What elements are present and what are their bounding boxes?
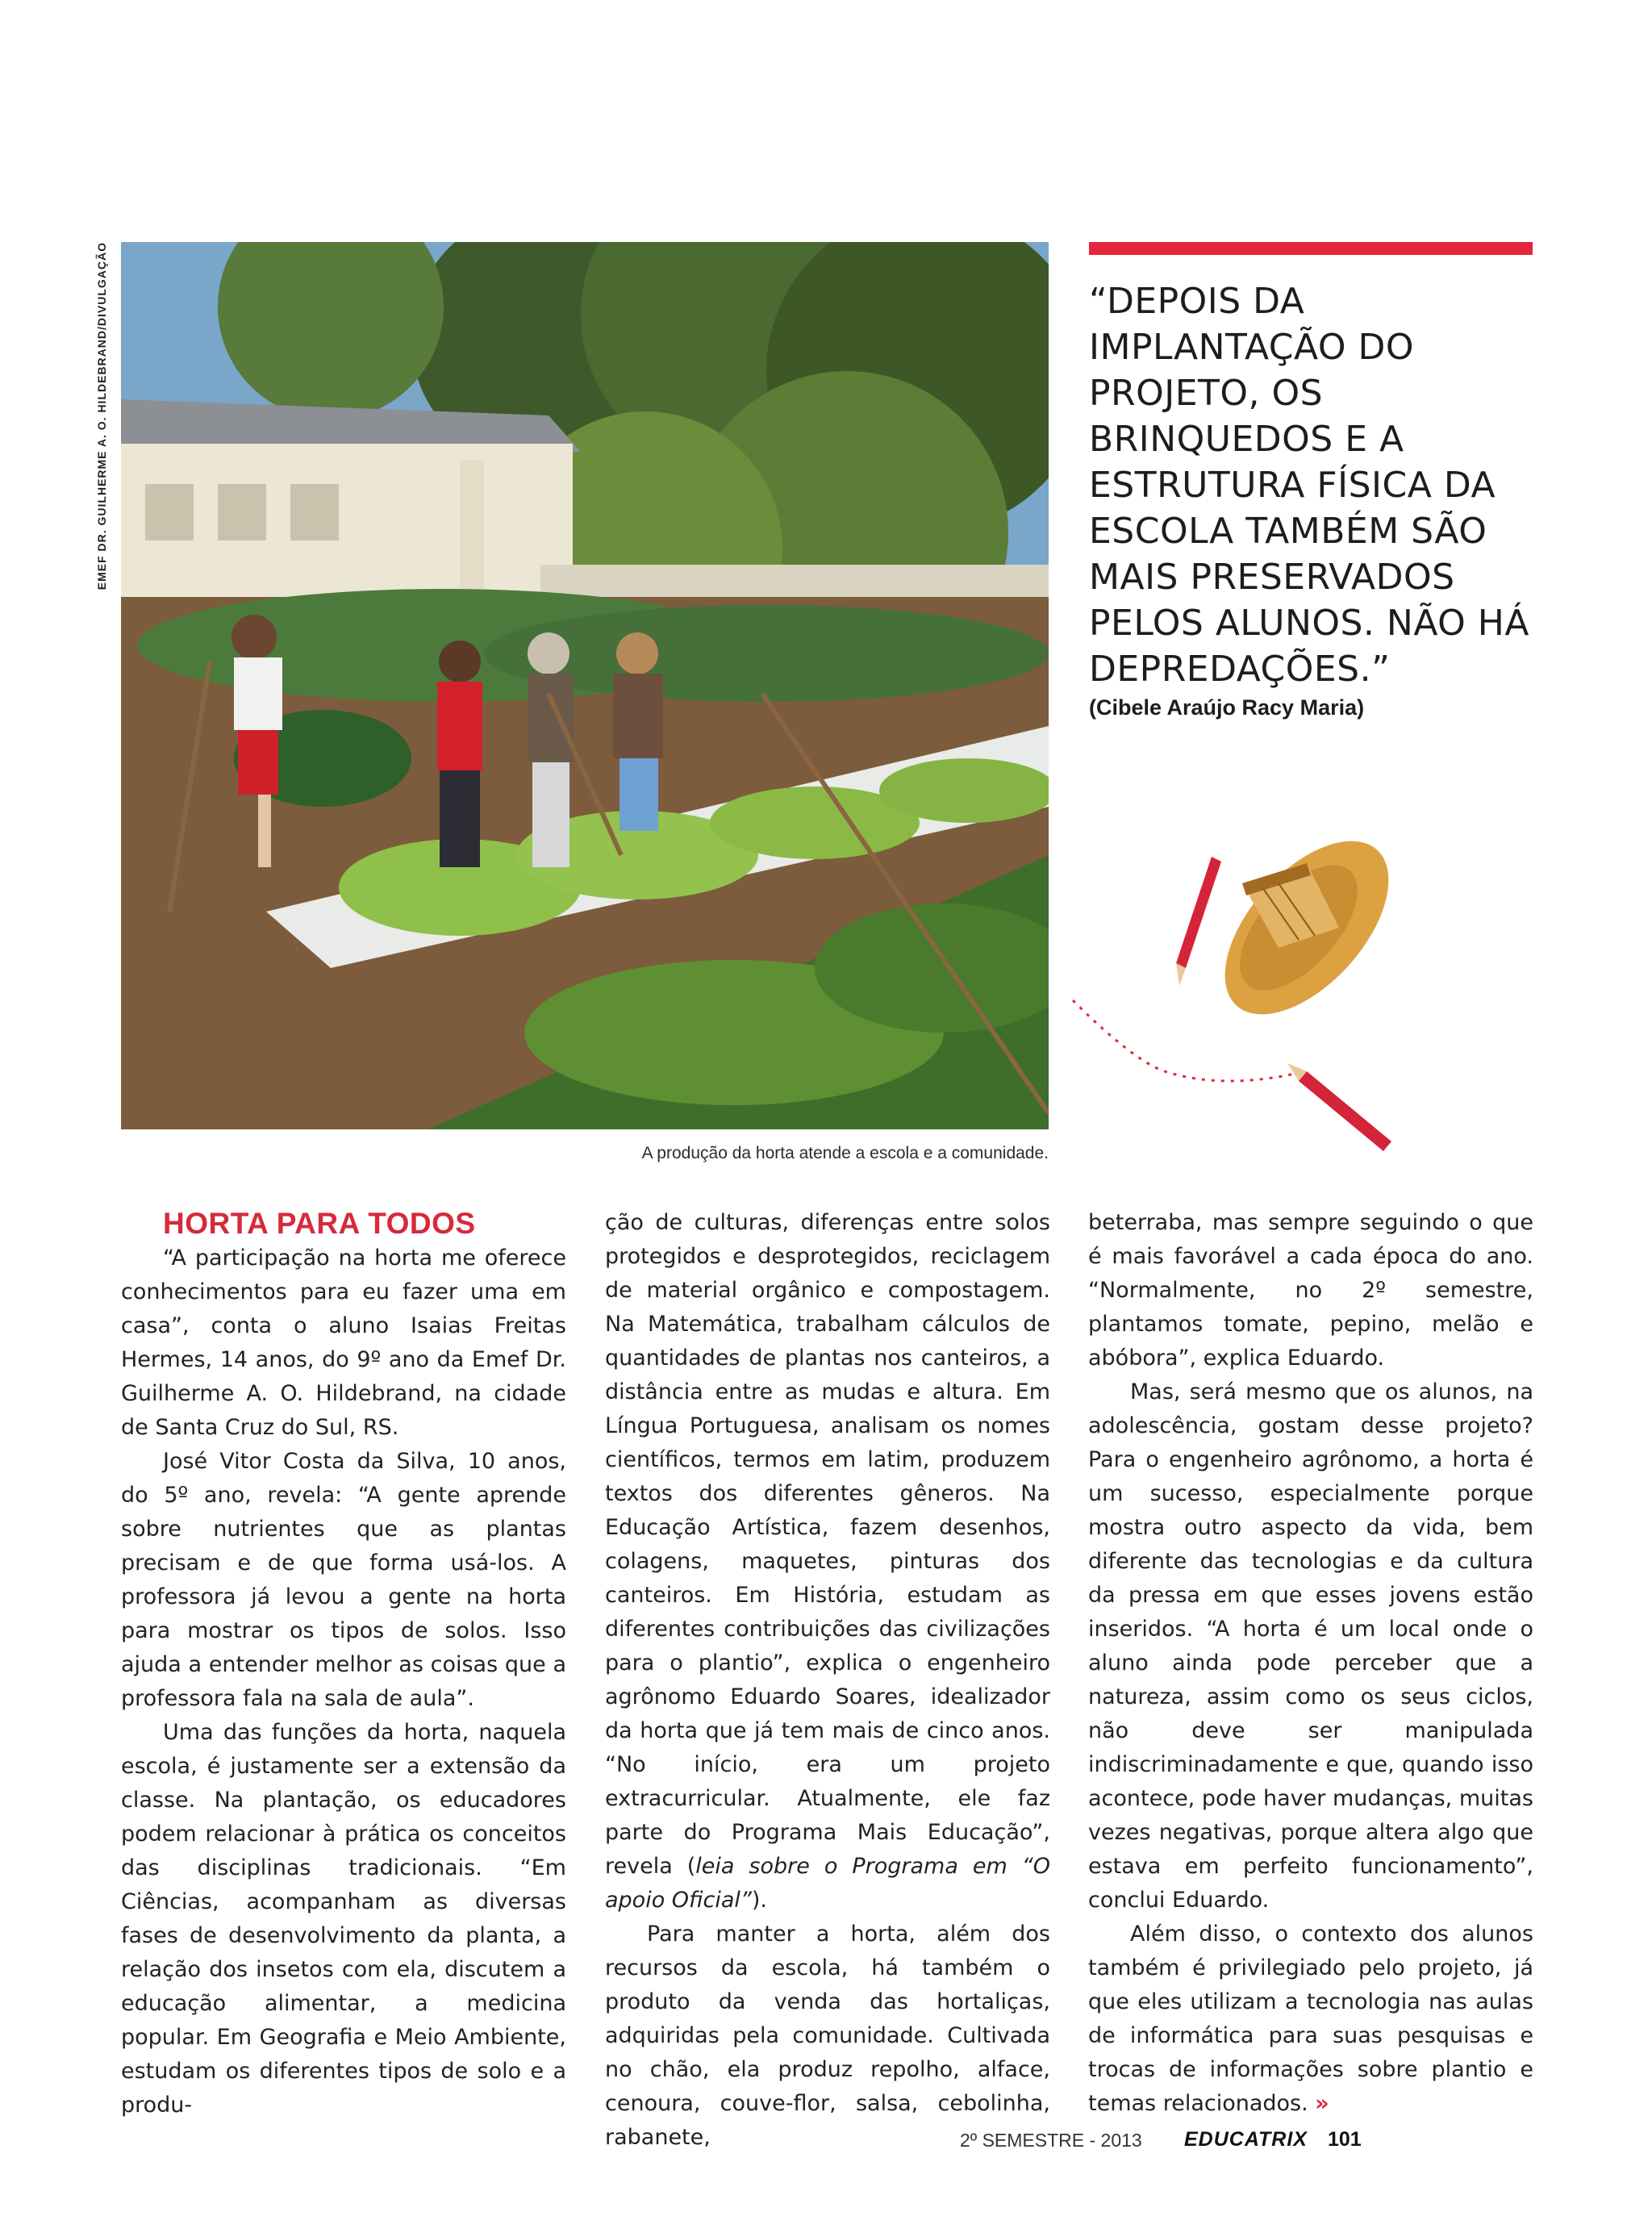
footer-semester: 2º SEMESTRE - 2013 bbox=[960, 2130, 1142, 2151]
page-number: 101 bbox=[1328, 2128, 1362, 2151]
pullquote-accent-bar bbox=[1089, 242, 1533, 255]
pullquote-text: “DEPOIS DA IMPLANTAÇÃO DO PROJETO, OS BRINQUEDOS E A ESTRUTURA FÍSICA DA ESCOLA TAMBÉM SÃO MAIS PRESERVADOS PELOS ALUNOS. NÃO HÁ DEPREDAÇÕES.” bbox=[1089, 281, 1529, 690]
article-text: ção de culturas, diferenças entre solos protegidos e desprotegidos, reciclagem de material orgânico e compostagem. Na Matemática, trabalham cálculos de quantidades de plantas nos canteiros, a distância entre as mudas e altura. Em Língua Portuguesa, analisam os nomes científicos, termos em latim, produzem textos dos diferentes gêneros. Na Educação Artística, fazem desenhos, colagens, maquetes, pinturas dos canteiros. Em História, estudam as diferentes contribuições das civilizações para o plantio”, explica o engenheiro agrônomo Eduardo Soares, idealizador da horta que já tem mais de cinco anos. “No início, era um projeto extracurricular. Atualmente, ele faz parte do Programa Mais Educação”, revela ( bbox=[605, 1210, 1050, 1879]
article-paragraph: José Vitor Costa da Silva, 10 anos, do 5º ano, revela: “A gente aprende sobre nutrientes que as plantas precisam e de que forma usá-los. A professora já levou a gente na horta para mostrar os tipos de solos. Isso ajuda a entender melhor as coisas que a professora fala na sala de aula”. bbox=[121, 1449, 566, 1711]
photo-caption: A produção da horta atende a escola e a comunidade. bbox=[641, 1144, 1049, 1162]
article-paragraph bbox=[1088, 1918, 1533, 2121]
pullquote-author: (Cibele Araújo Racy Maria) bbox=[1089, 695, 1365, 720]
hat-and-pencils-illustration bbox=[1065, 807, 1452, 1170]
article-paragraph: Uma das funções da horta, naquela escola, é justamente ser a extensão da classe. Na plantação, os educadores podem relacionar à prática os conceitos das disciplinas tradicionais. “Em Ciências, acompanham as diversas fases de desenvolvimento da planta, a relação dos insetos com ela, discutem a educação alimentar, a medicina popular. Em Geografia e Meio Ambiente, estudam os diferentes tipos de solo e a produ- bbox=[121, 1720, 566, 2118]
page-footer bbox=[960, 2126, 1379, 2159]
article-text: ). bbox=[751, 1888, 768, 1913]
article-italic-reference: leia sobre o Programa em “O apoio Oficial” bbox=[605, 1854, 1050, 1913]
footer-brand-logo: EDUCATRIX bbox=[1184, 2128, 1308, 2151]
article-column-1 bbox=[121, 1206, 566, 2122]
article-paragraph: Para manter a horta, além dos recursos da escola, há também o produto da venda das hortaliças, adquiridas pela comunidade. Cultivada no chão, ela produz repolho, alface, cenoura, couve-flor, salsa, cebolinha, rabanete, bbox=[605, 1922, 1050, 2150]
article-paragraph: beterraba, mas sempre seguindo o que é mais favorável a cada época do ano. “Normalmente, no 2º semestre, plantamos tomate, pepino, melão e abóbora”, explica Eduardo. bbox=[1088, 1210, 1533, 1371]
article-column-2 bbox=[605, 1206, 1050, 2155]
garden-photo bbox=[121, 242, 1049, 1129]
article-paragraph bbox=[605, 1206, 1050, 1918]
article-paragraph: “A participação na horta me oferece conhecimentos para eu fazer uma em casa”, conta o aluno Isaias Freitas Hermes, 14 anos, do 9º ano da Emef Dr. Guilherme A. O. Hildebrand, na cidade de Santa Cruz do Sul, RS. bbox=[121, 1246, 566, 1440]
photo-credit: EMEF DR. GUILHERME A. O. HILDEBRAND/DIVULGAÇÃO bbox=[95, 242, 108, 591]
article-heading: HORTA PARA TODOS bbox=[163, 1207, 476, 1240]
article-column-3 bbox=[1088, 1206, 1533, 2121]
end-mark: » bbox=[1315, 2091, 1329, 2116]
article-text: Além disso, o contexto dos alunos também é privilegiado pelo projeto, já que eles utilizam a tecnologia nas aulas de informática para suas pesquisas e trocas de informações sobre plantio e temas relacionados. bbox=[1088, 1922, 1533, 2116]
article-paragraph: Mas, será mesmo que os alunos, na adolescência, gostam desse projeto? Para o engenheiro agrônomo, a horta é um sucesso, especialmente porque mostra outro aspecto da vida, bem diferente das tecnologias e da cultura da pressa em que esses jovens estão inseridos. “A horta é um local onde o aluno ainda pode perceber que a natureza, assim como os seus ciclos, não deve ser manipulada indiscriminadamente e que, quando isso acontece, pode haver mudanças, muitas vezes negativas, porque altera algo que estava em perfeito funcionamento”, conclui Eduardo. bbox=[1088, 1379, 1533, 1913]
